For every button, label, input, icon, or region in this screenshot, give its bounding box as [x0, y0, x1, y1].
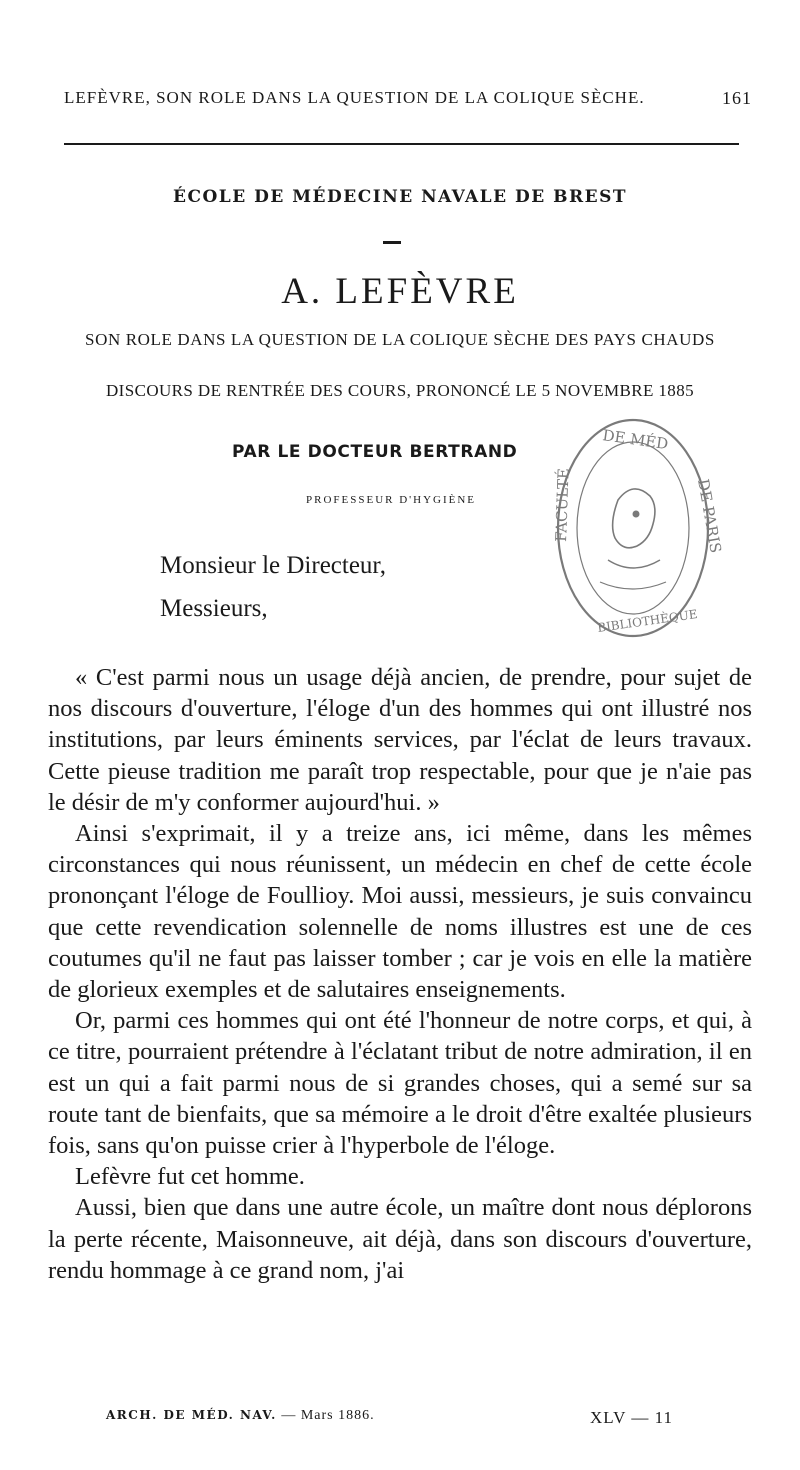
title-separator: [383, 241, 401, 244]
paragraph: Or, parmi ces hommes qui ont été l'honneur de notre corps, et qui, à ce titre, pourraient prétendre à l'éclatant tribut de notre admiration, il en est un qui a fait parmi nous de si grandes choses, qui a semé sur sa route tant de bienfaits, que sa mémoire a le droit d'être exaltée plusieurs fois, sans qu'on puisse crier à l'hyperbole de l'éloge.: [48, 1007, 752, 1160]
footer-journal: [106, 1408, 375, 1424]
page-number: 161: [722, 88, 752, 108]
running-title: LEFÈVRE, SON ROLE DANS LA QUESTION DE LA COLIQUE SÈCHE.: [64, 88, 645, 107]
paragraph: Lefèvre fut cet homme.: [75, 1163, 305, 1191]
svg-text:DE MÉD: DE MÉD: [601, 426, 670, 454]
journal-date: — Mars 1886.: [281, 1408, 375, 1423]
svg-text:BIBLIOTHÈQUE: BIBLIOTHÈQUE: [596, 607, 699, 635]
paragraph: Aussi, bien que dans une autre école, un maître dont nous déplorons la perte récente, Maisonneuve, ait déjà, dans son discours d'ouverture, rendu hommage à ce grand nom, j'ai: [48, 1194, 752, 1284]
signature-mark: XLV — 11: [590, 1408, 673, 1427]
svg-text:DE PARIS: DE PARIS: [694, 477, 725, 555]
speech-description: DISCOURS DE RENTRÉE DES COURS, PRONONCÉ LE 5 NOVEMBRE 1885: [105, 381, 695, 400]
journal-abbrev: ARCH. DE MÉD. NAV.: [106, 1408, 277, 1422]
author-position: PROFESSEUR D'HYGIÈNE: [306, 494, 477, 506]
byline: PAR LE DOCTEUR BERTRAND: [232, 442, 518, 462]
school-name: ÉCOLE DE MÉDECINE NAVALE DE BREST: [173, 187, 627, 207]
header-rule: [64, 143, 739, 145]
article-title: A. LEFÈVRE: [281, 271, 519, 312]
body-text: [48, 662, 752, 1286]
paragraph: « C'est parmi nous un usage déjà ancien, de prendre, pour sujet de nos discours d'ouverture, l'éloge d'un des hommes qui ont illustré nos institutions, par leurs éminents services, par l'éclat de leurs travaux. Cette pieuse tradition me paraît trop respectable, pour que je n'aie pas le désir de m'y conformer aujourd'hui. »: [48, 664, 752, 816]
library-stamp-icon: [548, 410, 725, 650]
paragraph: Ainsi s'exprimait, il y a treize ans, ici même, dans les mêmes circonstances qui nous réunissent, un médecin en chef de cette école prononçant l'éloge de Foullioy. Moi aussi, messieurs, je suis convaincu que cette revendication solennelle de noms illustres est une de ces coutumes qu'il ne faut pas laisser tomber ; car je vois en elle la matière de glorieux exemples et de salutaires enseignements.: [48, 820, 752, 1004]
svg-text:FACULTÉ: FACULTÉ: [552, 467, 573, 543]
article-subtitle: SON ROLE DANS LA QUESTION DE LA COLIQUE SÈCHE DES PAYS CHAUDS: [85, 330, 715, 349]
salutation-messieurs: Messieurs,: [160, 595, 268, 622]
salutation-director: Monsieur le Directeur,: [160, 552, 387, 579]
